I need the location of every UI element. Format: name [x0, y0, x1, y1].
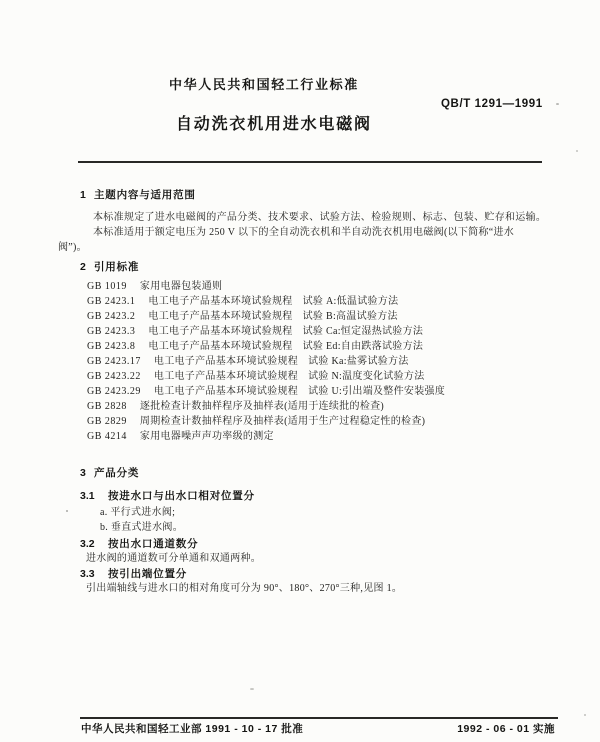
subsection-title: 按出水口通道数分 [108, 538, 199, 550]
scan-artifact [66, 510, 68, 512]
scan-artifact [576, 150, 578, 152]
reference-item [87, 432, 445, 447]
reference-code: GB 4214 [87, 431, 127, 442]
section-number: 1 [80, 189, 86, 201]
reference-code: GB 2829 [87, 416, 127, 427]
reference-name: 电工电子产品基本环境试验规程 [148, 341, 293, 352]
reference-item [87, 297, 445, 312]
subsection-3-1-heading [80, 491, 255, 502]
paragraph-line: 进水阀的通道数可分单通和双通两种。 [86, 553, 262, 564]
reference-code: GB 2423.3 [87, 326, 136, 337]
reference-name: 逐批检查计数抽样程序及抽样表(适用于连续批的检查) [139, 401, 385, 412]
reference-item [87, 282, 445, 297]
reference-code: GB 2423.1 [87, 296, 136, 307]
reference-test: 试验 Ed:自由跌落试验方法 [302, 341, 424, 352]
reference-name: 电工电子产品基本环境试验规程 [148, 296, 293, 307]
paragraph-line: 本标准适用于额定电压为 250 V 以下的全自动洗衣机和半自动洗衣机用电磁阀(以下简称“进水 [93, 227, 515, 238]
reference-item [87, 342, 445, 357]
reference-name: 周期检查计数抽样程序及抽样表(适用于生产过程稳定性的检查) [139, 416, 426, 427]
section-2-heading [80, 262, 139, 273]
reference-item [87, 357, 445, 372]
reference-item [87, 372, 445, 387]
reference-code: GB 2423.29 [87, 386, 141, 397]
reference-name: 电工电子产品基本环境试验规程 [153, 386, 299, 397]
subsection-number: 3.3 [80, 568, 95, 580]
reference-test: 试验 U:引出端及整件安装强度 [308, 386, 446, 397]
reference-item [87, 312, 445, 327]
footer-rule [80, 717, 558, 719]
reference-test: 试验 Ka:盐雾试验方法 [308, 356, 409, 367]
subsection-3-3-heading [80, 569, 187, 580]
reference-test: 试验 N:温度变化试验方法 [308, 371, 425, 382]
reference-code: GB 1019 [87, 281, 127, 292]
subsection-title: 按进水口与出水口相对位置分 [108, 490, 255, 502]
section-number: 3 [80, 467, 86, 479]
reference-test: 试验 B:高温试验方法 [302, 311, 398, 322]
paragraph-line: 引出端轴线与进水口的相对角度可分为 90°、180°、270°三种,见图 1。 [86, 583, 403, 594]
reference-code: GB 2828 [87, 401, 127, 412]
subsection-title: 按引出端位置分 [108, 568, 188, 580]
reference-name: 家用电器噪声声功率级的测定 [139, 431, 274, 442]
reference-code: GB 2423.17 [87, 356, 141, 367]
paragraph-line: 本标准规定了进水电磁阀的产品分类、技术要求、试验方法、检验规则、标志、包装、贮存和运输。 [93, 212, 547, 223]
reference-item [87, 327, 445, 342]
reference-test: 试验 Ca:恒定湿热试验方法 [302, 326, 424, 337]
section-title: 引用标准 [94, 261, 140, 273]
standard-number: QB/T 1291—1991 [441, 98, 543, 110]
implementation-text: 1992 - 06 - 01 实施 [457, 723, 555, 735]
section-title: 主题内容与适用范围 [94, 189, 196, 201]
reference-code: GB 2423.8 [87, 341, 136, 352]
document-title: 自动洗衣机用进水电磁阀 [176, 116, 372, 133]
reference-name: 电工电子产品基本环境试验规程 [148, 326, 293, 337]
section-title: 产品分类 [94, 467, 140, 479]
reference-item [87, 387, 445, 402]
scan-artifact [584, 714, 586, 716]
scan-artifact [556, 103, 559, 105]
reference-code: GB 2423.2 [87, 311, 136, 322]
subsection-number: 3.1 [80, 490, 95, 502]
section-number: 2 [80, 261, 86, 273]
reference-name: 电工电子产品基本环境试验规程 [148, 311, 293, 322]
approval-text: 中华人民共和国轻工业部 1991 - 10 - 17 批准 [81, 723, 304, 735]
reference-name: 电工电子产品基本环境试验规程 [153, 371, 299, 382]
section-3-heading [80, 468, 139, 479]
subsection-3-2-heading [80, 539, 198, 550]
list-item-a: a. 平行式进水阀; [100, 507, 176, 518]
paragraph-line: 阀”)。 [58, 242, 87, 253]
reference-code: GB 2423.22 [87, 371, 141, 382]
reference-name: 家用电器包装通则 [139, 281, 223, 292]
list-item-b: b. 垂直式进水阀。 [100, 522, 183, 533]
reference-list [87, 282, 445, 447]
reference-item [87, 402, 445, 417]
reference-name: 电工电子产品基本环境试验规程 [153, 356, 299, 367]
header-rule [78, 161, 542, 163]
standard-category-heading: 中华人民共和国轻工行业标准 [169, 77, 359, 92]
subsection-number: 3.2 [80, 538, 95, 550]
reference-test: 试验 A:低温试验方法 [302, 296, 399, 307]
reference-item [87, 417, 445, 432]
section-1-heading [80, 190, 196, 201]
scan-artifact [250, 688, 254, 690]
